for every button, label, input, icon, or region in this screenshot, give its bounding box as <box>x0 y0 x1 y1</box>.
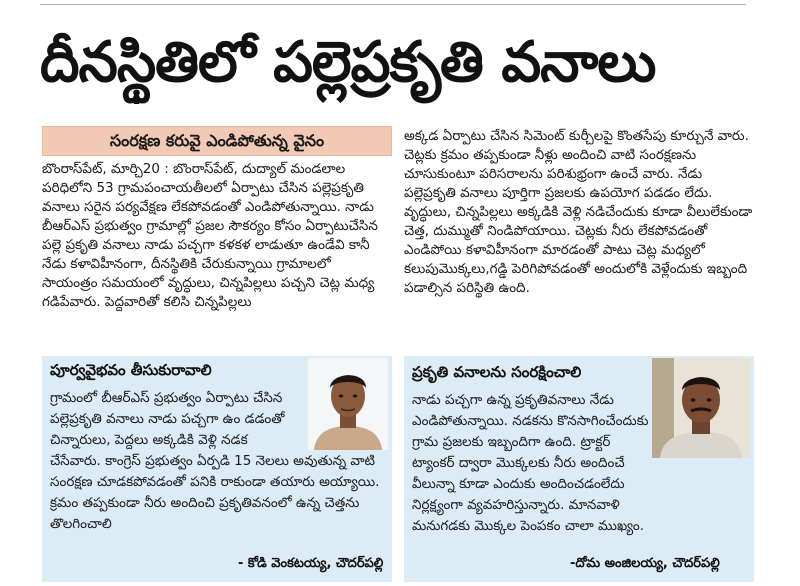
right-body-text: అక్కడ ఏర్పాటు చేసిన సిమెంట్ కుర్చీలపై కొంతసేపు కూర్చునే వారు. చెట్లకు క్రమం తప్పకుండా నీళ్లు అందించి వాటి సంరక్షణను చూసుకుంటూ పరిసరాలను పరిశుభ్రంగా ఉంచే వారు. నేడు పల్లెప్రకృతి వనాలు పూర్తిగా ప్రజలకు ఉపయోగ పడడం లేదు. వృద్ధులు, చిన్నపిల్లలు అక్కడికి వెళ్లి నడిచేందుకు కూడా వీలులేకుండా చెత్త, దుమ్ముతో నిండిపోయాయి. చెట్లకు నీరు లేకపోవడంతో ఎండిపోయి కళావిహీనంగా మారడంతో పాటు చెట్ల మధ్యలో కలుపుమొక్కలు,గడ్డి పెరిగిపోవడంతో అందులోకి వెళ్లేందుకు ఇబ్బంది పడాల్సిన పరిస్థితి ఉంది. <box>404 128 753 296</box>
quote-right-signature: -దోమ అంజిలయ్య, చౌదర్‌పల్లి <box>570 556 720 571</box>
quote-right-text-box <box>412 390 650 570</box>
quote-right-title: ప్రకృతి వనాలను సంరక్షించాలి <box>412 363 582 381</box>
right-column <box>404 127 754 343</box>
left-column <box>42 160 390 356</box>
quote-right-text: నాడు పచ్చగా ఉన్న ప్రకృతివనాలు నేడు ఎండిపోతున్నాయి. నడకను కొనసాగించేందుకు గ్రామ ప్రజలకు ఇబ్బందిగా ఉంది. ట్రాక్టర్ ట్యాంకర్ ద్వారా మొక్కలకు నీరు అందించే వీలున్నా కూడా ఎందుకు అందించడంలేదు నిర్లక్ష్యంగా వ్యవహరిస్తున్నారు. మానవాళి మనుగడకు మొక్కల పెంపకం చాలా ముఖ్యం. <box>412 392 649 534</box>
subheading-banner: సంరక్షణ కరువై ఎండిపోతున్న వైనం <box>42 126 392 156</box>
person-portrait-icon <box>652 358 750 458</box>
quote-left-signature: - కోడి వెంకటయ్య, చౌదర్‌పల్లి <box>238 556 384 571</box>
left-body-text: బొంరాస్‌పేట్, మార్చి20 : బొంరాస్‌పేట్, దుద్యాల్ మండలాల పరిధిలోని 53 గ్రామపంచాయతీలలో ఏర్పాటు చేసిన పల్లెప్రకృతి వనాలు సరైన పర్యవేక్షణ లేకపోవడంతో ఎండిపోతున్నాయి. నాడు బీఆర్ఎస్ ప్రభుత్వం గ్రామాల్లో ప్రజల సౌకర్యం కోసం ఏర్పాటుచేసిన పల్లె ప్రకృతి వనాలు నాడు పచ్చగా కళకళ లాడుతూ ఉండేవి కానీ నేడు కళావిహీనంగా, దీనస్థితికి చేరుకున్నాయి గ్రామాలలో సాయంత్రం సమయంలో వృద్ధులు, చిన్నపిల్లలు పచ్చని చెట్ల మధ్య గడిపేవారు. పెద్దవారితో కలిసి చిన్నపిల్లలు <box>42 161 378 310</box>
headline: దీనస్థితిలో పల్లెప్రకృతి వనాలు <box>40 30 656 95</box>
top-rule <box>40 4 746 5</box>
portrait-photo-left <box>308 358 388 450</box>
quote-box-left <box>42 356 392 582</box>
quote-left-text: గ్రామంలో బీఆర్ఎస్ ప్రభుత్వం ఏర్పాటు చేసిన పల్లెప్రకృతి వనాలు నాడు పచ్చగా ఉం డడంతో చిన్నారులు, పెద్దలు అక్కడికి వెళ్లి నడక చేసేవారు. కాంగ్రెస్ ప్రభుత్వం ఏర్పడి 15 నెలలు అవుతున్న వాటి సంరక్షణ చూడకపోవడంతో పనికి రాకుండా తయారు అయ్యాయి. క్రమం తప్పకుండా నీరు అందించి ప్రకృతివనంలో ఉన్న చెత్తను తొలగించాలి <box>50 390 380 532</box>
person-portrait-icon <box>308 358 388 450</box>
quote-box-right <box>404 356 754 582</box>
quote-left-title: పూర్వవైభవం తీసుకురావాలి <box>50 361 212 379</box>
portrait-photo-right <box>652 358 750 458</box>
